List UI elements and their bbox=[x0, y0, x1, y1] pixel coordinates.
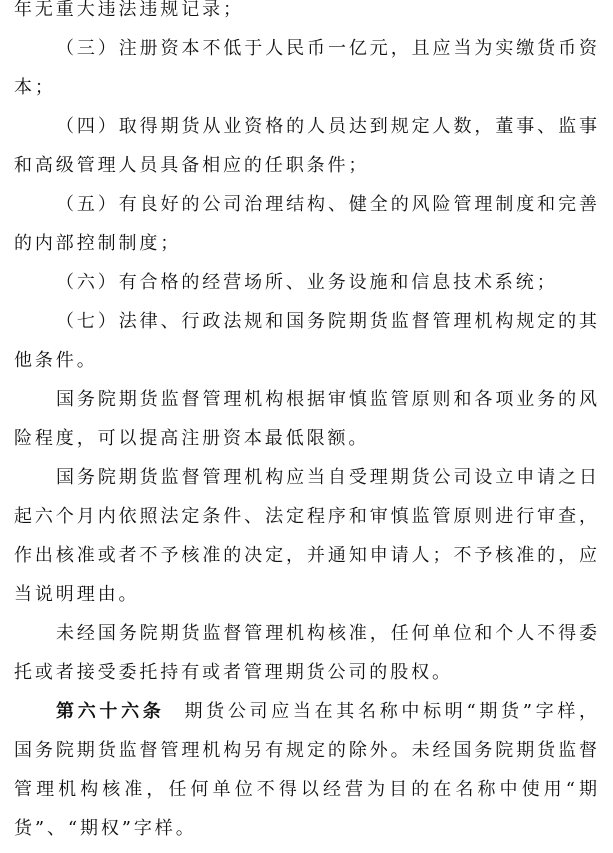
text-line: 和高级管理人员具备相应的任职条件； bbox=[14, 155, 370, 176]
article-heading: 第六十六条 bbox=[56, 701, 165, 722]
text-line: 未经国务院期货监督管理机构核准，任何单位和个人不得委 bbox=[56, 623, 598, 644]
text-line: 货”、“期权”字样。 bbox=[14, 818, 197, 839]
text-line: 国务院期货监督管理机构另有规定的除外。未经国务院期货监督 bbox=[14, 740, 598, 761]
paragraph-article-66 bbox=[14, 692, 598, 848]
paragraph-item-3 bbox=[14, 29, 598, 107]
paragraph-item-6 bbox=[14, 263, 598, 302]
text-line: 托或者接受委托持有或者管理期货公司的股权。 bbox=[14, 662, 453, 683]
text-line: 国务院期货监督管理机构根据审慎监管原则和各项业务的风 bbox=[56, 389, 598, 410]
text-line: （三）注册资本不低于人民币一亿元，且应当为实缴货币资 bbox=[56, 38, 598, 59]
text-line: （五）有良好的公司治理结构、健全的风险管理制度和完善 bbox=[56, 194, 598, 215]
text-line: 国务院期货监督管理机构应当自受理期货公司设立申请之日 bbox=[56, 467, 598, 488]
paragraph-item-7 bbox=[14, 302, 598, 380]
paragraph-equity-entrustment bbox=[14, 614, 598, 692]
text-line: 的内部控制制度； bbox=[14, 233, 182, 254]
paragraph-continuation bbox=[14, 0, 598, 29]
article-text: 期货公司应当在其名称中标明“期货”字样， bbox=[184, 701, 598, 722]
text-line: 起六个月内依照法定条件、法定程序和审慎监管原则进行审查， bbox=[14, 506, 598, 527]
text-line: 本； bbox=[14, 77, 56, 98]
text-line: （六）有合格的经营场所、业务设施和信息技术系统； bbox=[56, 272, 558, 293]
text-line: 管理机构核准，任何单位不得以经营为目的在名称中使用“期 bbox=[14, 779, 598, 800]
paragraph-capital-increase bbox=[14, 380, 598, 458]
text-line: （七）法律、行政法规和国务院期货监督管理机构规定的其 bbox=[56, 311, 598, 332]
text-line: 当说明理由。 bbox=[14, 584, 140, 605]
text-line: 险程度，可以提高注册资本最低限额。 bbox=[14, 428, 370, 449]
text-line: 年无重大违法违规记录； bbox=[14, 0, 244, 20]
text-line: （四）取得期货从业资格的人员达到规定人数，董事、监事 bbox=[56, 116, 598, 137]
paragraph-item-5 bbox=[14, 185, 598, 263]
text-line: 他条件。 bbox=[14, 350, 98, 371]
document-body bbox=[14, 0, 598, 848]
text-line bbox=[14, 692, 598, 731]
text-line: 作出核准或者不予核准的决定，并通知申请人；不予核准的，应 bbox=[14, 545, 598, 566]
paragraph-item-4 bbox=[14, 107, 598, 185]
paragraph-review-period bbox=[14, 458, 598, 614]
